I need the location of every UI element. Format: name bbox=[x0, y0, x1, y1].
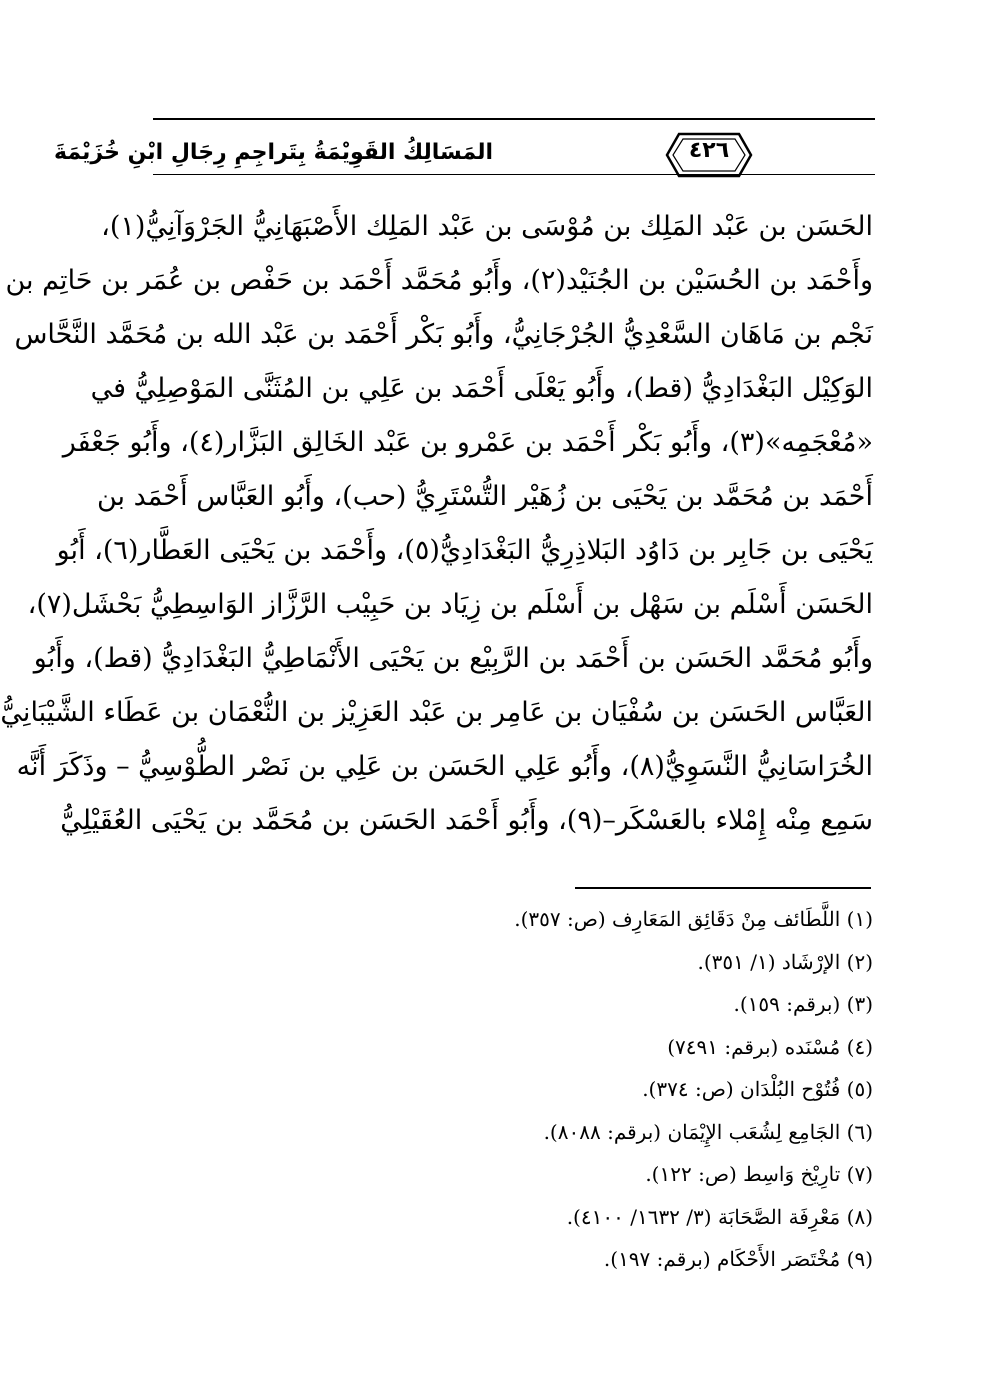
text-line: نَجْم بن مَاهَان السَّعْدِيُّ الجُرْجَانِيُّ، وأَبُو بَكْر أَحْمَد بن عَبْد الله بن مُحَمَّد النَّحَّاس bbox=[14, 319, 873, 350]
text-line: العَبَّاس الحَسَن بن سُفْيَان بن عَامِر بن عَبْد العَزِيْز بن النُّعْمَان بن عَطَاء الشَّيْبَانِيُّ bbox=[0, 697, 873, 728]
text-line: الخُرَاسَانِيُّ النَّسَوِيُّ(٨)، وأَبُو عَلِي الحَسَن بن عَلِي بن نَصْر الطُّوْسِيُّ – وذَكَرَ أَنَّه bbox=[16, 751, 873, 782]
footnote: (٤) مُسْنَده (برقم: ٧٤٩١) bbox=[667, 1034, 873, 1059]
running-title: المَسَالِكُ القَوِيْمَةُ بِتَراجِمِ رِجَالِ ابْنِ خُزَيْمَةَ bbox=[54, 140, 493, 165]
text-line: أَحْمَد بن مُحَمَّد بن يَحْيَى بن زُهَيْر التُّسْتَرِيُّ (حب)، وأَبُو العَبَّاس أَحْمَد بن bbox=[96, 481, 873, 512]
page-header bbox=[54, 108, 875, 188]
page-number-ornament bbox=[665, 130, 753, 180]
footnote-separator bbox=[575, 887, 871, 889]
header-bottom-rule bbox=[153, 174, 875, 175]
footnote: (٨) مَعْرِفَة الصَّحَابَة (٣/ ١٦٣٢/ ٤١٠٠). bbox=[566, 1204, 873, 1229]
footnote: (٢) الإرْشَاد (١/ ٣٥١). bbox=[697, 949, 873, 974]
text-line: «مُعْجَمِه»(٣)، وأَبُو بَكْر أَحْمَد بن عَمْرو بن عَبْد الخَالِق البَزَّار(٤)، وأَبُو جَعْفَر bbox=[62, 427, 873, 458]
text-line: يَحْيَى بن جَابِر بن دَاوُد البَلاذِرِيُّ البَغْدَادِيُّ(٥)، وأَحْمَد بن يَحْيَى العَطَّار(٦)، أَبُو bbox=[56, 535, 873, 566]
footnote: (٥) فُتُوْح البُلْدَان (ص: ٣٧٤). bbox=[642, 1077, 873, 1101]
footnotes bbox=[233, 898, 873, 1281]
text-line: الحَسَن بن عَبْد المَلِك بن مُوْسَى بن عَبْد المَلِك الأَصْبَهَانِيُّ الجَرْوَآنِيُّ(١)، bbox=[101, 211, 873, 242]
header-top-rule bbox=[153, 118, 875, 120]
footnote: (٧) تارِيْخ وَاسِط (ص: ١٢٢). bbox=[645, 1162, 873, 1186]
footnote: (٣) (برقم: ١٥٩). bbox=[733, 992, 873, 1016]
text-line: الوَكِيْل البَغْدَادِيُّ (قط)، وأَبُو يَعْلَى أَحْمَد بن عَلِي بن المُثَنَّى المَوْصِلِيُّ في bbox=[90, 373, 873, 404]
text-line: سَمِع مِنْه إِمْلاء بالعَسْكَر–(٩)، وأَبُو أَحْمَد الحَسَن بن مُحَمَّد بن يَحْيَى العُقَيْلِيُّ bbox=[60, 805, 873, 836]
page-number: ٤٢٦ bbox=[688, 138, 730, 163]
text-line: الحَسَن أَسْلَم بن سَهْل بن أَسْلَم بن زِيَاد بن حَبِيْب الرَّزَّاز الوَاسِطِيُّ بَحْشَل(٧)، bbox=[27, 589, 873, 620]
footnote: (١) اللَّطَائف مِنْ دَقَائِق المَعَارِف (ص: ٣٥٧). bbox=[514, 907, 873, 931]
main-text bbox=[0, 200, 873, 848]
text-line: وأَبُو مُحَمَّد الحَسَن بن أَحْمَد بن الرَّبِيْع بن يَحْيَى الأَنْمَاطِيُّ البَغْدَادِيُّ (قط)، وأَبُو bbox=[33, 643, 873, 674]
text-line: وأَحْمَد بن الحُسَيْن بن الجُنَيْد(٢)، وأَبُو مُحَمَّد أَحْمَد بن حَفْص بن عُمَر بن حَاتِم بن bbox=[5, 265, 873, 296]
footnote: (٦) الجَامِع لِشُعَب الإِيْمَان (برقم: ٨٠٨٨). bbox=[543, 1119, 873, 1144]
footnote: (٩) مُخْتَصَر الأَحْكَام (برقم: ١٩٧). bbox=[603, 1247, 873, 1271]
